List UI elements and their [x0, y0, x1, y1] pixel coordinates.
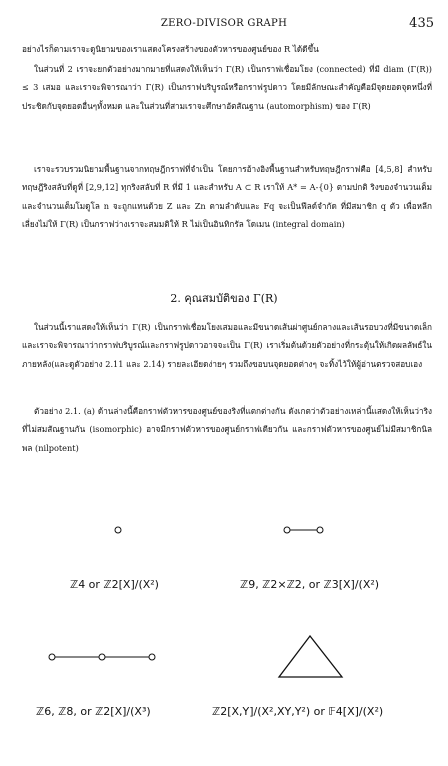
graph-2-vertex-b: [317, 527, 323, 533]
graph-3-vertex-a: [49, 654, 55, 660]
caption-graph-2: ℤ9, ℤ2×ℤ2, or ℤ3[X]/(X²): [240, 578, 380, 591]
page-number: 435: [409, 16, 434, 31]
graph-3-vertex-b: [99, 654, 105, 660]
paragraph-1: [22, 40, 432, 58]
graph-4-triangle: [279, 636, 342, 677]
paragraph-4-text: ในส่วนนี้เราแสดงให้เห็นว่า Γ(R) เป็นกราฟเชื่อมโยงเสมอและมีขนาดเส้นผ่าศูนย์กลางและเส้นรอบวงที่มีขนาดเล็ก และเราจะพิจารณาว่ากราฟบริบูรณ์และกราฟรูปดาวอาจจะเป็น Γ(R) เราเริ่มต้นด้วยตัวอย่างที่กระตุ้นให้เกิดผลลัพธ์ในภายหลัง(และดูตัวอย่าง 2.11 และ 2.14) รายละเอียดง่ายๆ รวมถึงขอบนจุดยอดต่างๆ จะทิ้งไว้ให้ผู้อ่านตรวจสอบเอง: [22, 322, 432, 369]
graph-2-vertex-a: [284, 527, 290, 533]
graph-1-vertex: [115, 527, 121, 533]
paragraph-4: [22, 318, 432, 373]
paragraph-5: [22, 402, 432, 457]
paragraph-2: [22, 60, 432, 115]
paragraph-1-text: อย่างไรก็ตามเราจะดูนิยามของเราแสดงโครงสร้างของตัวหารของศูนย์ของ R ได้ดีขึ้น: [22, 44, 319, 54]
caption-graph-1: ℤ4 or ℤ2[X]/(X²): [70, 578, 159, 591]
graph-3-vertex-c: [149, 654, 155, 660]
paragraph-3-text: เราจะรวบรวมนิยามพื้นฐานจากทฤษฎีกราฟที่จำเป็น โดยการอ้างอิงพื้นฐานสำหรับทฤษฎีกราฟคือ [4,5,8] สำหรับทฤษฎีริงสลับที่ดูที่ [2,9,12] ทุกริงสลับที่ R ที่มี 1 และสำหรับ A ⊂ R เราให้ A* = A-{0} ตามปกติ ริงของจำนวนเต็มและจำนวนเต็มโมดูโล n จะถูกแทนด้วย Z และ Zn ตามลำดับและ Fq จะเป็นฟีลด์จำกัด ที่มีสมาชิก q ตัว เพื่อหลีกเลี่ยงไม่ให้ Γ(R) เป็นกราฟว่างเราจะสมมติให้ R ไม่เป็นอินทิกรัล โดเมน (integral domain): [22, 164, 432, 230]
paragraph-3: [22, 160, 432, 234]
paragraph-2-text: ในส่วนที่ 2 เราจะยกตัวอย่างมากมายที่แสดงให้เห็นว่า Γ(R) เป็นกราฟเชื่อมโยง (connected) ที่มี diam (Γ(R)) ≤ 3 เสมอ และเราจะพิจารณาว่า Γ(R) เป็นกราฟบริบูรณ์หรือกราฟรูปดาว โดยมีลักษณะสำคัญคือมีจุดยอดจุดหนึ่งที่ประชิดกับจุดยอดอื่นๆทั้งหมด และในส่วนที่สามเราจะศึกษาอัตสัณฐาน (automorphism) ของ Γ(R): [22, 64, 432, 111]
section-heading: 2. คุณสมบัติของ Γ(R): [170, 292, 278, 305]
caption-graph-3: ℤ6, ℤ8, or ℤ2[X]/(X³): [36, 705, 151, 718]
paragraph-5-text: ตัวอย่าง 2.1. (a) ด้านล่างนี้คือกราฟตัวหารของศูนย์ของริงที่แตกต่างกัน ดังเกตว่าตัวอย่างเหล่านี้แสดงให้เห็นว่าริงที่ไม่สมสัณฐานกัน (isomorphic) อาจมีกราฟตัวหารของศูนย์กราฟเดียวกัน และกราฟตัวหารของศูนย์ไม่มีสมาชิกนิลพล (nilpotent): [22, 406, 432, 453]
caption-graph-4: ℤ2[X,Y]/(X²,XY,Y²) or 𝔽4[X]/(X²): [212, 705, 384, 718]
running-header: ZERO-DIVISOR GRAPH: [160, 18, 288, 29]
